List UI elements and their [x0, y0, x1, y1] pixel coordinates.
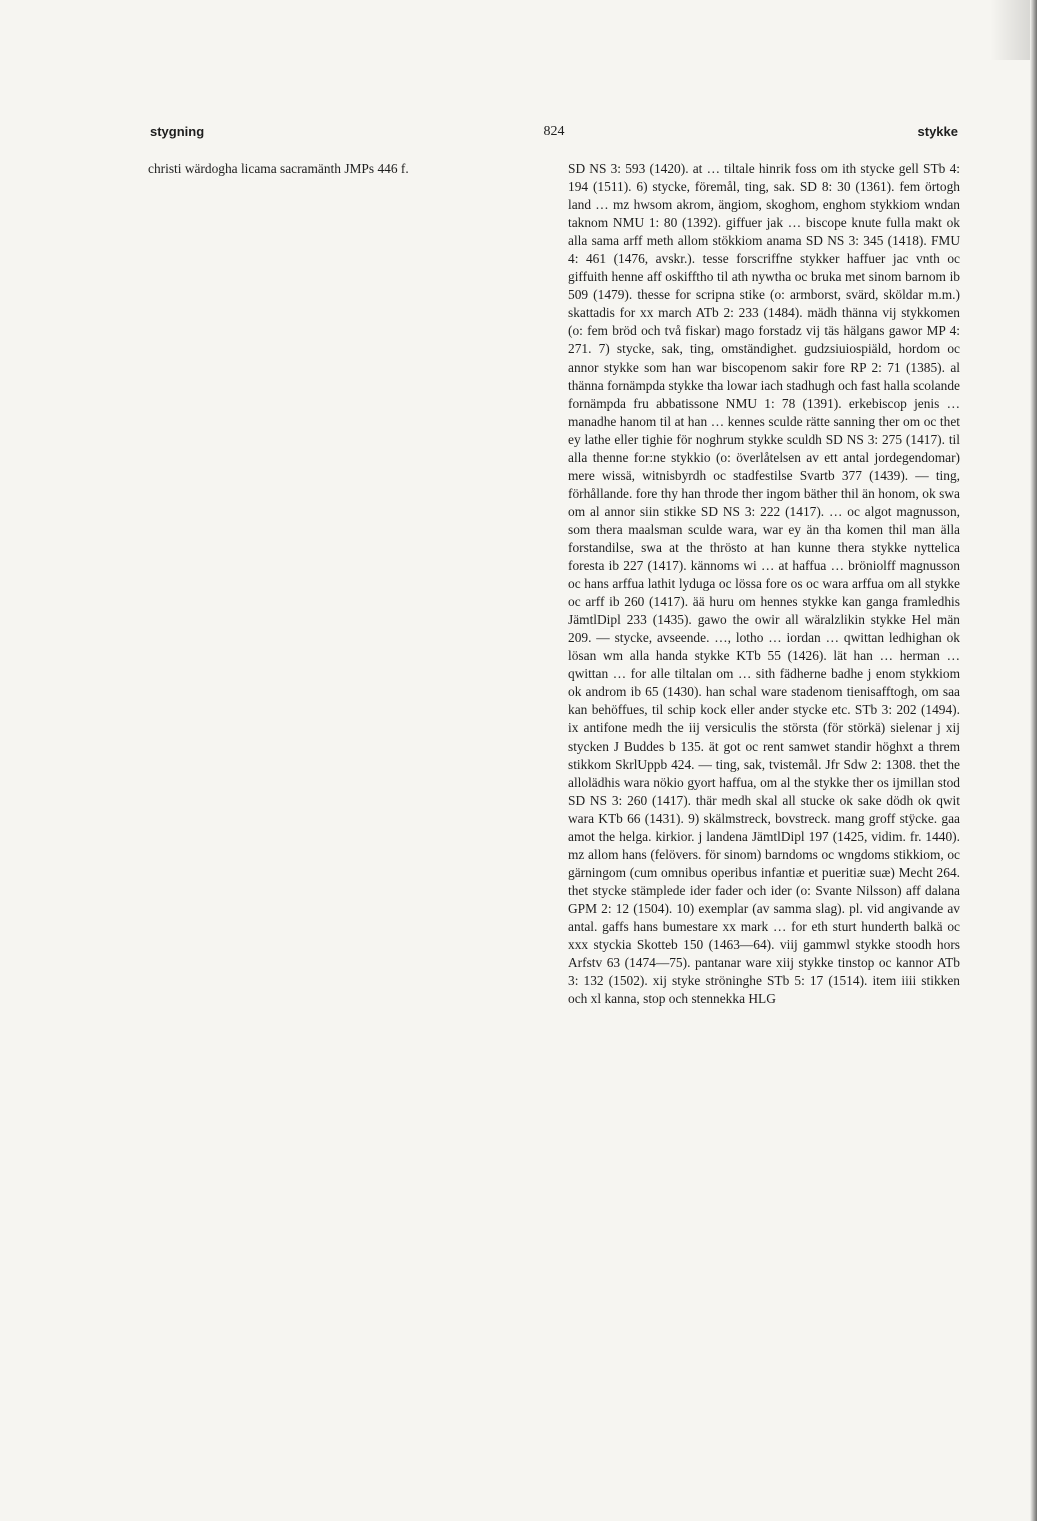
- page-edge-shadow-top: [990, 0, 1030, 60]
- left-column: [148, 160, 538, 178]
- header-right-catchword: stykke: [917, 124, 958, 139]
- right-column: [568, 160, 960, 1008]
- left-column-text: christi wärdogha licama sacramänth JMPs 446 f.: [148, 161, 409, 176]
- running-header: [150, 124, 958, 144]
- right-column-text: SD NS 3: 593 (1420). at … tiltale hinrik foss om ith stycke gell STb 4: 194 (1511). 6) stycke, föremål, ting, sak. SD 8: 30 (1361). fem örtogh land … mz hwsom akrom, ängiom, skoghom, enghom stykkiom wndan taknom NMU 1: 80 (1392). giffuer jak … biscope knute fulla makt ok alla sama arff meth allom stökkiom anama SD NS 3: 345 (1418). FMU 4: 461 (1476, avskr.). tesse forscriffne stykker haffuer jac vnth oc giffuith henne aff oskifftho til ath nywtha oc bruka met sinom barnom ib 509 (1479). thesse for scripna stike (o: armborst, svärd, sköldar m.m.) skattadis for xx march ATb 2: 233 (1484). mädh thänna vij stykkomen (o: fem bröd och två fiskar) mago forstadz vij täs hälgans gawor MP 4: 271. 7) stycke, sak, ting, omständighet. gudzsiuiospiäld, hordom oc annor stykke som han war biscopenom sakir fore RP 2: 71 (1385). al thänna fornämpda stykke tha lowar iach stadhugh och fast halla scolande fornämpda fru abbatissone NMU 1: 78 (1391). erkebiscop jenis … manadhe hanom til at han … kennes sculde rätte sanning ther om oc thet ey lathe eller tighie för noghrum stykke sculdh SD NS 3: 275 (1417). til alla thenne for:ne stykkio (o: överlåtelsen av ett antal jordegendomar) mere wissä, witnisbyrdh oc stadfestilse Svartb 377 (1439). — ting, förhållande. fore thy han throde ther ingom bäther thil än honom, ok swa om al annor siin stikke SD NS 3: 222 (1417). … oc algot magnusson, som thera maalsman sculde wara, war ey än tha komen thil man älla forstandilse, swa at the thrösto at han kunne thera stykke nyttelica foresta ib 227 (1417). kännoms wi … at haffua … bröniolff magnusson oc hans arffua lathit lyduga oc lössa fore os oc wara arffua om all stykke oc arff ib 260 (1417). ää huru om hennes stykke kan ganga framledhis JämtlDipl 233 (1435). gawo the owir all wäralzlikin stykke Hel män 209. — stycke, avseende. …, lotho … iordan … qwittan ledhighan ok lösan wm alla handa stykke KTb 55 (1426). lät han … herman … qwittan … for alle tiltalan om … sith fädherne badhe j enom stykkiom ok androm ib 65 (1430). han schal ware stadenom tienisafftogh, om saa kan behöffues, til schip kock eller ander stycke etc. STb 3: 202 (1494). ix antifone medh the iij versiculis the största (för störkä) sielenar j xij stycken J Buddes b 135. ät got oc rent samwet standir höghxt a threm stikkom SkrlUppb 424. — ting, sak, tvistemål. Jfr Sdw 2: 1308. thet the allolädhis wara nökio gyort haffua, om al the stykke ther os ijmillan stod SD NS 3: 260 (1417). thär medh skal all stucke ok sake dödh ok qwit wara KTb 66 (1431). 9) skälmstreck, bovstreck. mang groff stÿcke. gaa amot the helga. kirkior. j landena JämtlDipl 197 (1425, vidim. fr. 1440). mz allom hans (felövers. för sinom) barndoms oc wngdoms stikkiom, oc gärningom (cum omnibus operibus infantiæ et pueritiæ suæ) Mecht 264. thet stycke stämplede ider fader och ider (o: Svante Nilsson) aff dalana GPM 2: 12 (1504). 10) exemplar (av samma slag). pl. vid angivande av antal. gaffs hans bumestare xx mark … for eth sturt hunderth balkä oc xxx styckia Skotteb 150 (1463—64). viij gammwl stykke stoodh hors Arfstv 63 (1474—75). pantanar ware xiij stykke tinstop oc kannor ATb 3: 132 (1502). xij styke ströninghe STb 5: 17 (1514). item iiii stikken och xl kanna, stop och stennekka HLG: [568, 161, 960, 1007]
- page-edge-shadow: [1030, 0, 1037, 1521]
- header-left-catchword: stygning: [150, 124, 205, 139]
- page-number: 824: [543, 124, 565, 139]
